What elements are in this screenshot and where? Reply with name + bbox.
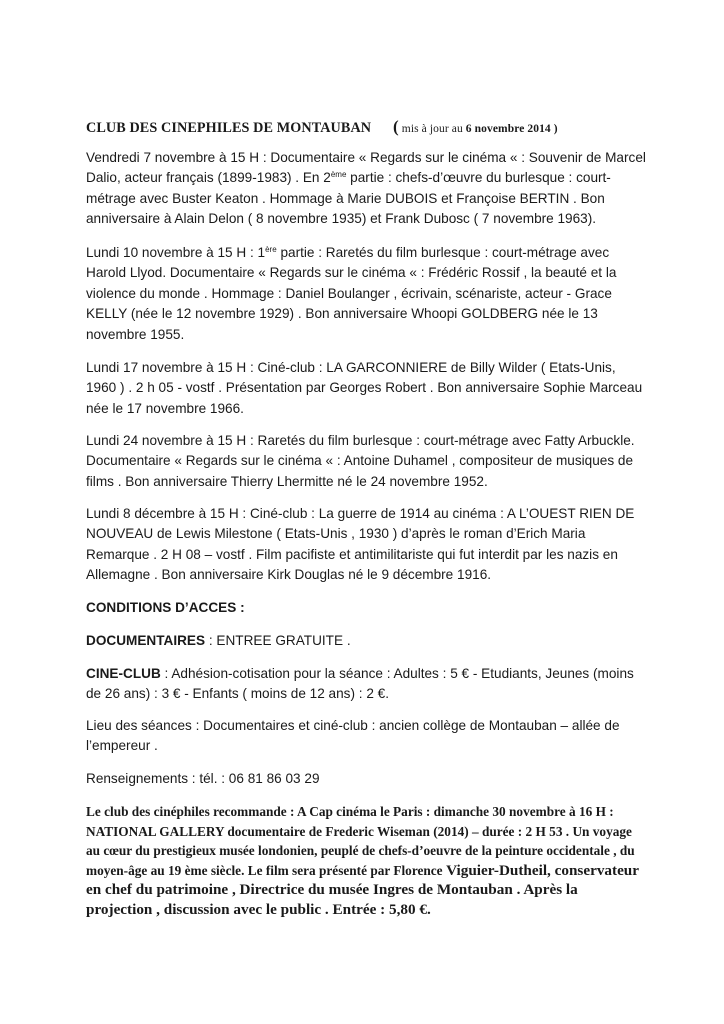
- club-title: CLUB DES CINEPHILES DE MONTAUBAN: [86, 120, 372, 136]
- event-paragraph-3: Lundi 17 novembre à 15 H : Ciné-club : LA GARCONNIERE de Billy Wilder ( Etats-Unis, 1960 ) . 2 h 05 - vostf . Présentation par Georges Robert . Bon anniversaire Sophie Marceau née le 17 novembre 1966.: [86, 360, 643, 416]
- title-parenthesis: (: [393, 117, 399, 136]
- page-title: [86, 117, 666, 139]
- contact-info: Renseignements : tél. : 06 81 86 03 29: [86, 771, 320, 786]
- event-paragraph-2: Lundi 10 novembre à 15 H : 1ère partie : Raretés du film burlesque : court-métrage avec Harold Llyod. Documentaire « Regards sur le cinéma « : Frédéric Rossif , la beauté et la violence du monde . Hommage : Daniel Boulanger , écrivain, scénariste, acteur - Grace KELLY (née le 12 novembre 1929) . Bon anniversaire Whoopi GOLDBERG née le 13 novembre 1955.: [86, 245, 617, 342]
- venue-info: Lieu des séances : Documentaires et ciné-club : ancien collège de Montauban – allée de l’empereur .: [86, 718, 620, 754]
- cine-club-conditions: CINE-CLUB : Adhésion-cotisation pour la séance : Adultes : 5 € - Etudiants, Jeunes (moins de 26 ans) : 3 € - Enfants ( moins de 12 ans) : 2 €.: [86, 666, 634, 702]
- documentaires-conditions: DOCUMENTAIRES : ENTREE GRATUITE .: [86, 633, 351, 648]
- event-paragraph-1: Vendredi 7 novembre à 15 H : Documentaire « Regards sur le cinéma « : Souvenir de Marcel Dalio, acteur français (1899-1983) . En 2ème partie : chefs-d’œuvre du burlesque : court-métrage avec Buster Keaton . Hommage à Marie DUBOIS et Françoise BERTIN . Bon anniversaire à Alain Delon ( 8 novembre 1935) et Frank Dubosc ( 7 novembre 1963).: [86, 150, 646, 227]
- update-prefix: mis à jour au: [398, 123, 466, 135]
- cine-club-label: CINE-CLUB: [86, 666, 161, 681]
- event-paragraph-5: Lundi 8 décembre à 15 H : Ciné-club : La guerre de 1914 au cinéma : A L’OUEST RIEN DE NOUVEAU de Lewis Milestone ( Etats-Unis , 1930 ) d’après le roman d’Erich Maria Remarque . 2 H 08 – vostf . Film pacifiste et antimilitariste qui fut interdit par les nazis en Allemagne . Bon anniversaire Kirk Douglas né le 9 décembre 1916.: [86, 506, 635, 583]
- conditions-heading: CONDITIONS D’ACCES :: [86, 600, 245, 615]
- event-paragraph-4: Lundi 24 novembre à 15 H : Raretés du film burlesque : court-métrage avec Fatty Arbuckle. Documentaire « Regards sur le cinéma « : Antoine Duhamel , compositeur de musiques de films . Bon anniversaire Thierry Lhermitte né le 24 novembre 1952.: [86, 433, 635, 489]
- recommendation-paragraph: Le club des cinéphiles recommande : A Cap cinéma le Paris : dimanche 30 novembre à 16 H : NATIONAL GALLERY documentaire de Frederic Wiseman (2014) – durée : 2 H 53 . Un voyage au cœur du prestigieux musée londonien, peuplé de chefs-d’oeuvre de la peinture occidentale , du moyen-âge au 19 ème siècle. Le film sera présenté par Florence Viguier-Dutheil, conservateur en chef du patrimoine , Directrice du musée Ingres de Montauban . Après la projection , discussion avec le public . Entrée : 5,80 €.: [86, 804, 639, 918]
- update-date: 6 novembre 2014 ): [465, 123, 558, 135]
- documentaires-label: DOCUMENTAIRES: [86, 633, 206, 648]
